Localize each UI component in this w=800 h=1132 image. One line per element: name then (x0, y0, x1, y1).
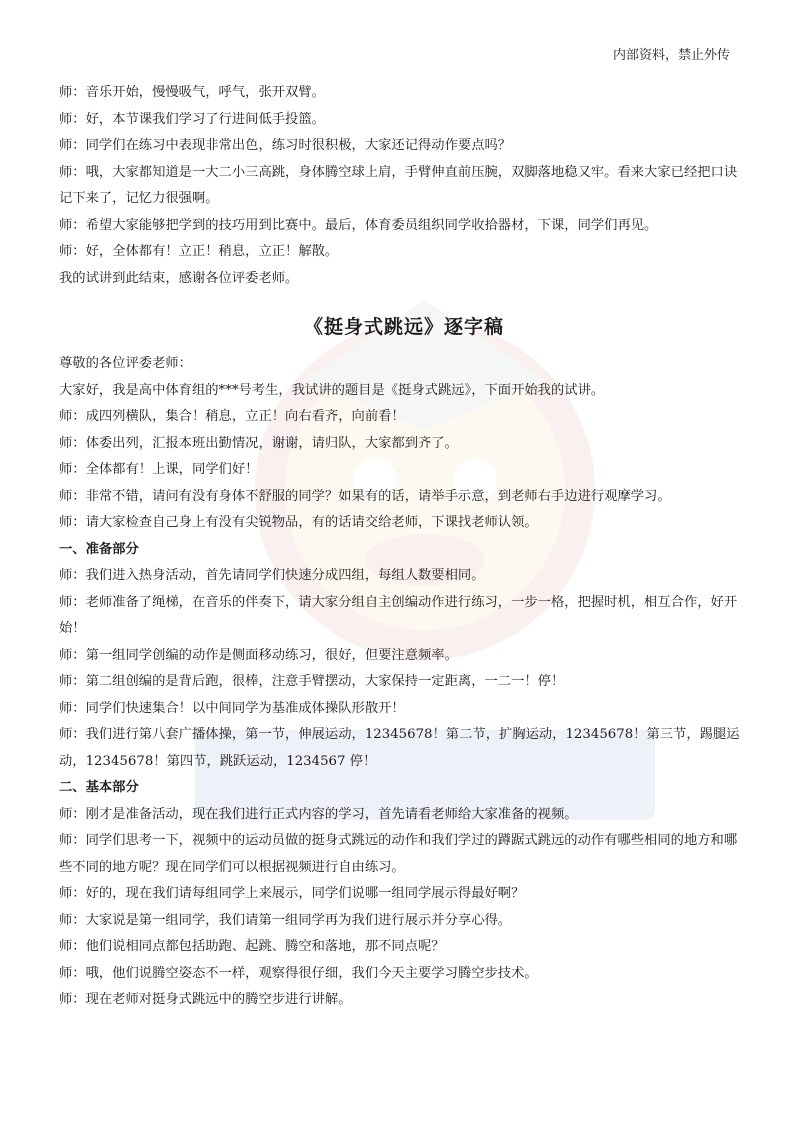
text-line: 师：第二组创编的是背后跑，很棒，注意手臂摆动，大家保持一定距离，一二一！停！ (59, 674, 565, 689)
text-line: 师：哦，大家都知道是一大二小三高跳，身体腾空球上肩，手臂伸直前压腕，双脚落地稳又牢。看来大家已经把口诀记下来了，记忆力很强啊。 (59, 164, 738, 206)
text-line: 师：同学们在练习中表现非常出色，练习时很积极，大家还记得动作要点吗？ (59, 138, 512, 153)
text-line: 大家好，我是高中体育组的***号考生，我试讲的题目是《挺身式跳远》，下面开始我的试讲。 (59, 382, 605, 398)
intro-block (59, 351, 749, 537)
text-line: 师：我们进行第八套广播体操，第一节，伸展运动，12345678！第二节，扩胸运动，12345678！第三节，踢腿运动，12345678！第四节，跳跃运动，1234567 停！ (59, 727, 740, 769)
text-line: 师：好，本节课我们学习了行进间低手投篮。 (59, 111, 325, 127)
text-line: 师：第一组同学创编的动作是侧面移动练习，很好，但要注意频率。 (59, 647, 458, 663)
text-line: 尊敬的各位评委老师： (59, 356, 192, 371)
text-line: 师：现在老师对挺身式跳远中的腾空步进行讲解。 (59, 992, 352, 1007)
text-line: 师：音乐开始，慢慢吸气，呼气，张开双臂。 (59, 85, 325, 100)
text-line: 师：老师准备了绳梯，在音乐的伴奏下，请大家分组自主创编动作进行练习，一步一格，把握时机，相互合作，好开始！ (59, 594, 738, 636)
document-body (59, 80, 749, 1014)
header-confidential-note: 内部资料，禁止外传 (612, 48, 730, 63)
text-line: 师：同学们思考一下，视频中的运动员做的挺身式跳远的动作和我们学过的蹲踞式跳远的动作有哪些相同的地方和哪些不同的地方呢？现在同学们可以根据视频进行自由练习。 (59, 833, 738, 875)
text-line: 师：体委出列，汇报本班出勤情况，谢谢，请归队，大家都到齐了。 (59, 435, 458, 451)
text-line: 师：好，全体都有！立正！稍息，立正！解散。 (59, 244, 339, 259)
text-line: 师：刚才是准备活动，现在我们进行正式内容的学习，首先请看老师给大家准备的视频。 (59, 806, 578, 822)
document-title: 《挺身式跳远》逐字稿 (303, 316, 504, 338)
text-line: 师：我们进入热身活动，首先请同学们快速分成四组，每组人数要相同。 (59, 568, 485, 583)
text-line: 师：哦，他们说腾空姿态不一样，观察得很仔细，我们今天主要学习腾空步技术。 (59, 965, 538, 981)
text-line: 师：同学们快速集合！以中间同学为基准成体操队形散开！ (59, 700, 405, 716)
section-preparation (59, 537, 749, 776)
text-line: 师：好的，现在我们请每组同学上来展示，同学们说哪一组同学展示得最好啊？ (59, 886, 525, 901)
text-line: 师：成四列横队，集合！稍息，立正！向右看齐，向前看！ (59, 409, 405, 424)
text-line: 师：全体都有！上课，同学们好！ (59, 462, 259, 477)
part1-block (59, 80, 749, 292)
text-line: 我的试讲到此结束，感谢各位评委老师。 (59, 270, 299, 286)
text-line: 师：请大家检查自己身上有没有尖锐物品，有的话请交给老师，下课找老师认领。 (59, 515, 538, 530)
section-basic (59, 775, 749, 1014)
section-heading: 一、准备部分 (59, 541, 139, 557)
text-line: 师：希望大家能够把学到的技巧用到比赛中。最后，体育委员组织同学收拾器材，下课，同学们再见。 (59, 217, 658, 233)
text-line: 师：大家说是第一组同学，我们请第一组同学再为我们进行展示并分享心得。 (59, 912, 512, 928)
section-heading: 二、基本部分 (59, 780, 139, 795)
text-line: 师：非常不错，请问有没有身体不舒服的同学？如果有的话，请举手示意，到老师右手边进行观摩学习。 (59, 488, 671, 504)
text-line: 师：他们说相同点都包括助跑、起跳、腾空和落地，那不同点呢？ (59, 939, 445, 954)
